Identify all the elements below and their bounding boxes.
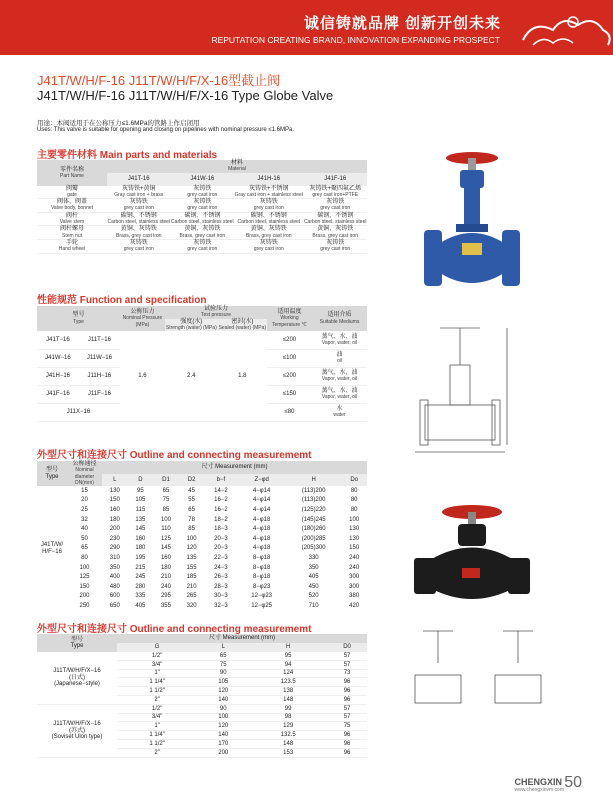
dim-cell: 160 (160, 554, 171, 561)
dim-cell: 124 (249, 669, 327, 678)
column-header: G (154, 644, 160, 651)
dim-cell: 14−2 (214, 487, 228, 494)
dim-cell: 265 (186, 593, 197, 600)
dim-cell: 100 (79, 564, 90, 571)
column-header: L (221, 644, 225, 651)
dim-cell: 215 (135, 564, 146, 571)
medium-cell: 油 oil (312, 349, 367, 367)
model-cell: J11W−16 (79, 349, 120, 367)
dim-cell: 405 (308, 574, 319, 581)
dim-cell: 8−φ18 (252, 574, 271, 581)
dim-cell: 480 (109, 583, 120, 590)
dim-cell: 28−3 (214, 583, 228, 590)
dim-cell: 1/2" (117, 704, 197, 713)
dim-cell: 200 (79, 593, 90, 600)
model-cell: J41W-16 (190, 175, 215, 182)
dim-cell: 94 (249, 660, 327, 669)
dim-cell: 150 (79, 583, 90, 590)
spec-header-np: 公称压力 Nominal Pressure (MPa) (122, 309, 163, 328)
dim-cell: 180 (135, 545, 146, 552)
dim-cell: 98 (249, 713, 327, 722)
dim-cell: 195 (135, 554, 146, 561)
dim-cell: 85 (188, 526, 195, 533)
dim-cell: 100 (197, 713, 249, 722)
spec-header-temp: 适用温度 Working Temperature ℃ (271, 309, 308, 328)
column-header: H (311, 476, 316, 483)
dim-cell: 20 (81, 497, 88, 504)
dim-cell: 138 (249, 687, 327, 696)
dim-cell: 250 (79, 602, 90, 609)
dim-cell: 55 (188, 497, 195, 504)
column-header: L (113, 476, 117, 483)
dim-cell: (200)285 (301, 535, 326, 542)
dim-cell: 3/4" (117, 713, 197, 722)
dim-cell: 405 (135, 602, 146, 609)
dim-cell: 4−φ14 (252, 487, 271, 494)
dim-cell: 4−φ18 (252, 516, 271, 523)
dim-cell: 160 (109, 507, 120, 514)
thread-header-meas: 尺寸 Measurement (mm) (208, 635, 275, 642)
dim-cell: 335 (135, 593, 146, 600)
dim-cell: 96 (327, 731, 367, 740)
spec-header-type: 型号 Type (72, 312, 85, 325)
table-row (37, 212, 367, 226)
dim-cell: 26−3 (214, 574, 228, 581)
dim-cell: 180 (109, 516, 120, 523)
dim-cell: 18−3 (214, 526, 228, 533)
dim-cell: 130 (109, 487, 120, 494)
dim-cell: (125)220 (301, 507, 326, 514)
material-cell: 灰铸铁+聚四氟乙烯 grey cast iron+PTFE (303, 186, 367, 199)
type-group-cell: J11T/W/H/F/X−16 (日式) (Japanese−style) (37, 652, 117, 705)
dim-cell: 1" (117, 722, 197, 731)
dim-cell: 4−φ18 (252, 526, 271, 533)
dim-cell: (145)245 (301, 516, 326, 523)
dim-cell: 125 (160, 535, 171, 542)
dimensions-table (37, 461, 367, 611)
material-cell: 灰铸铁+不锈钢 Gray cast iron + stainless steel (234, 185, 303, 198)
material-cell: 碳钢、不锈钢 Carbon steel, stainless steel (303, 212, 367, 226)
dim-cell: 145 (160, 545, 171, 552)
thread-table (37, 634, 367, 758)
dim-cell: 2" (117, 748, 197, 757)
table-row (37, 226, 367, 240)
dim-cell: 1 1/2" (117, 740, 197, 749)
dim-cell: 153 (249, 748, 327, 757)
dim-cell: 25 (81, 507, 88, 514)
table-row (37, 186, 367, 199)
part-name-cell: 手轮 Hand wheel (37, 239, 107, 253)
dim-cell: 115 (135, 507, 146, 514)
material-cell: 灰铸铁+黄铜 Gray cast iron + brass (107, 186, 171, 199)
dim-cell: 22−3 (214, 554, 228, 561)
table-row (37, 239, 367, 253)
dim-cell: 135 (135, 516, 146, 523)
dim-cell: 1/2" (117, 652, 197, 661)
material-cell: 黄铜、灰铸铁 Brass, grey cast iron (107, 226, 171, 240)
column-header: D2 (187, 476, 196, 483)
material-cell: 碳钢、不锈钢 Carbon steel, stainless steel (171, 212, 234, 226)
dim-cell: (113)200 (301, 497, 326, 504)
temp-cell: ≤200 (267, 331, 312, 349)
dim-cell: 310 (109, 554, 120, 561)
column-header: Z−φd (254, 476, 269, 483)
dim-cell: 57 (327, 652, 367, 661)
dim-cell: 240 (349, 554, 360, 561)
dim-cell: 2" (117, 696, 197, 705)
dim-cell: 8−φ23 (252, 583, 271, 590)
dim-cell: 148 (249, 740, 327, 749)
part-name-cell: 阀杆 Valve stem (37, 212, 107, 226)
dim-cell: 40 (81, 526, 88, 533)
temp-cell: ≤200 (267, 367, 312, 385)
dim-cell: 96 (327, 740, 367, 749)
section-title-spec: 性能规范 Function and specification (37, 295, 207, 306)
dim-cell: 300 (349, 574, 360, 581)
page-number: 50 (564, 774, 582, 791)
table-row (37, 525, 367, 535)
dims-header-meas: 尺寸 Measurement (mm) (201, 464, 268, 471)
black-globe-valve-image (400, 500, 545, 610)
table-row (37, 515, 367, 525)
dim-cell: 75 (162, 497, 170, 504)
material-cell: 灰铸铁 grey cast iron (303, 199, 367, 213)
dim-cell: 85 (162, 507, 170, 514)
medium-cell: 蒸气、水、油 Vapor, water, oil (312, 367, 367, 385)
dim-cell: 99 (249, 704, 327, 713)
dim-cell: 80 (350, 507, 358, 514)
dim-cell: 155 (186, 564, 197, 571)
dim-cell: 230 (109, 535, 120, 542)
dim-cell: 80 (350, 487, 358, 494)
table-row (37, 331, 367, 349)
title-en: J41T/W/H/F-16 J11T/W/H/F/X-16 Type Globe Valve (37, 88, 334, 103)
model-cell: J11T−16 (79, 331, 120, 349)
table-row (37, 601, 367, 611)
dim-cell: 140 (197, 696, 249, 705)
table-row (37, 592, 367, 602)
spec-header-seal: 密封(水) Sealed (water) (MPa) (218, 318, 267, 331)
table-row (37, 704, 367, 713)
dim-cell: 57 (327, 660, 367, 669)
table-row (37, 496, 367, 506)
dim-cell: 130 (349, 535, 360, 542)
table-row (37, 582, 367, 592)
material-cell: 碳钢、不锈钢 Carbon steel, stainless steel (234, 212, 303, 226)
model-cell: J11H−16 (79, 367, 120, 385)
table-row (37, 505, 367, 515)
material-cell: 灰铸铁 grey cast iron (303, 239, 367, 253)
dim-cell: 135 (186, 554, 197, 561)
dim-cell: 450 (308, 583, 319, 590)
spec-header-tp: 试验压力 Test pressure (200, 306, 231, 319)
dim-cell: 150 (109, 497, 120, 504)
spec-header-medium: 适用介质 Suitable Mediums (319, 312, 360, 325)
dim-cell: 100 (160, 516, 171, 523)
dim-cell: 3/4" (117, 660, 197, 669)
parts-header-material: 材料 Material (228, 160, 246, 173)
dim-cell: 240 (160, 583, 171, 590)
dim-cell: 4−φ18 (252, 545, 271, 552)
dim-cell: 90 (197, 704, 249, 713)
temp-cell: ≤100 (267, 349, 312, 367)
cloud-ornament-icon (513, 0, 613, 55)
dim-cell: 110 (161, 526, 171, 533)
dim-cell: 30−3 (214, 593, 228, 600)
dim-cell: 73 (327, 669, 367, 678)
dim-cell: 32−3 (214, 602, 228, 609)
uses-cn: 用途：本阀适用于在公称压力≤1.6MPa的管路上作启闭用 (37, 120, 200, 127)
nominal-pressure-value: 1.6 (120, 331, 165, 421)
dim-cell: 140 (197, 731, 249, 740)
dim-cell: 1 1/4" (117, 678, 197, 687)
dim-cell: 100 (349, 516, 360, 523)
dim-cell: 90 (197, 669, 249, 678)
part-name-cell: 阀体、阀盖 Valve body, bonnet (37, 199, 107, 213)
slogan-cn: 诚信铸就品牌 创新开创未来 (303, 15, 501, 32)
type-cell: J41T/W/ H/F−16 (40, 542, 64, 555)
dim-cell: 18−2 (214, 516, 228, 523)
dim-cell: 12−φ23 (251, 593, 273, 600)
model-cell: J11X−16 (37, 403, 120, 421)
dim-cell: 380 (349, 593, 360, 600)
dim-cell: 96 (327, 678, 367, 687)
dim-cell: 185 (186, 574, 197, 581)
dim-cell: 75 (327, 722, 367, 731)
dim-cell: 1 1/2" (117, 687, 197, 696)
material-cell: 黄铜、灰铸铁 Brass, grey cast iron (234, 226, 303, 240)
table-row (37, 573, 367, 583)
dim-cell: 200 (197, 748, 249, 757)
dim-cell: 1 1/4" (117, 731, 197, 740)
dim-cell: 95 (137, 487, 144, 494)
table-row (37, 563, 367, 573)
medium-cell: 水 water (312, 403, 367, 421)
material-cell: 灰铸铁 grey cast iron (171, 199, 235, 213)
part-name-cell: 阀瓣 gate (37, 186, 107, 199)
brand-name: CHENGXIN (514, 777, 563, 787)
table-row (37, 199, 367, 213)
dim-cell: 12−φ25 (251, 602, 273, 609)
table-row (37, 553, 367, 563)
column-header: D (138, 476, 143, 483)
dim-cell: 400 (109, 574, 120, 581)
dim-cell: 320 (186, 602, 197, 609)
dim-cell: 15 (81, 487, 88, 494)
dim-cell: 129 (249, 722, 327, 731)
dim-cell: 125 (79, 574, 90, 581)
section-title-outline: 外型尺寸和连接尺寸 Outline and connecting measurememt (37, 450, 312, 461)
dim-cell: 600 (109, 593, 120, 600)
dim-cell: 96 (327, 748, 367, 757)
header-banner (0, 0, 613, 55)
dim-cell: 150 (349, 545, 360, 552)
column-header: D0 (343, 644, 351, 651)
title-cn: J41T/W/H/F-16 J11T/W/H/F/X-16型截止阀 (37, 73, 281, 88)
material-cell: 黄铜、灰铸铁 Brass, grey cast iron (303, 226, 367, 240)
dim-cell: 80 (350, 497, 358, 504)
model-cell: J41F-16 (324, 175, 347, 182)
type-group-cell: J11T/W/H/F/X−16 (苏式) (Soviset Ulon type) (37, 704, 117, 757)
dim-cell: 145 (135, 526, 146, 533)
dim-cell: (113)200 (301, 487, 326, 494)
column-header: b−f (216, 476, 226, 483)
dim-cell: 520 (308, 593, 319, 600)
dim-cell: 1" (117, 669, 197, 678)
dim-cell: 120 (197, 722, 249, 731)
temp-cell: ≤150 (267, 385, 312, 403)
dim-cell: 95 (249, 652, 327, 661)
dim-cell: 57 (327, 713, 367, 722)
table-row (37, 486, 367, 496)
dim-cell: 330 (308, 554, 319, 561)
section-title-materials: 主要零件材料 Main parts and materials (37, 150, 218, 161)
dim-cell: 4−φ14 (252, 507, 271, 514)
dim-cell: 420 (349, 602, 360, 609)
dim-cell: 45 (188, 487, 195, 494)
dim-cell: 280 (135, 583, 146, 590)
dim-cell: 24−3 (214, 564, 228, 571)
dim-cell: 20−3 (214, 535, 228, 542)
table-row (37, 652, 367, 661)
model-cell: J41T-16 (127, 175, 150, 182)
dim-cell: 650 (109, 602, 120, 609)
dim-cell: (205)300 (301, 545, 326, 552)
dim-cell: 16−2 (214, 507, 228, 514)
dim-cell: 180 (160, 564, 171, 571)
dim-cell: (180)260 (301, 526, 326, 533)
dim-cell: 295 (160, 593, 171, 600)
dim-cell: 16−2 (214, 497, 228, 504)
material-cell: 灰铸铁 grey cast iron (171, 239, 235, 253)
screwed-valve-drawing-image (405, 625, 555, 720)
slogan-en: REPUTATION CREATING BRAND, INNOVATION EXPANDING PROSPECT (211, 35, 500, 45)
flanged-valve-drawing-image (395, 320, 530, 460)
dim-cell: 210 (186, 583, 197, 590)
strength-value: 2.4 (165, 331, 218, 421)
material-cell: 灰铸铁 grey cast iron (107, 199, 171, 213)
column-header: H (285, 644, 291, 651)
dim-cell: 350 (308, 564, 319, 571)
material-cell: 黄铜、灰铸铁 Brass, grey cast iron (171, 226, 235, 240)
uses-en: Uses: This valve is suitable for opening and closing on pipelines with nominal pressure ≤1.6MPa. (37, 127, 294, 133)
model-cell: J11F−16 (79, 385, 120, 403)
materials-table (37, 160, 367, 254)
part-name-cell: 阀杆螺母 Stem nut (37, 226, 107, 240)
dim-cell: 20−3 (214, 545, 228, 552)
dim-cell: 96 (327, 696, 367, 705)
model-cell: J41H-16 (257, 175, 281, 182)
dim-cell: 65 (197, 652, 249, 661)
dim-cell: 240 (349, 564, 360, 571)
material-cell: 灰铸铁 grey cast iron (107, 239, 171, 253)
dim-cell: 50 (81, 535, 88, 542)
dim-cell: 355 (160, 602, 171, 609)
dim-cell: 710 (308, 602, 319, 609)
dim-cell: 75 (197, 660, 249, 669)
material-cell: 灰铸铁 grey cast iron (234, 199, 303, 213)
dim-cell: 200 (109, 526, 120, 533)
dim-cell: 8−φ18 (252, 564, 271, 571)
dim-cell: 78 (188, 516, 195, 523)
spec-table (37, 306, 367, 422)
dim-cell: 65 (81, 545, 88, 552)
dims-header-type: 型号 Type (45, 467, 59, 480)
dim-cell: 350 (109, 564, 120, 571)
model-cell: J41H−16 (37, 367, 79, 385)
section-title-outline-2: 外型尺寸和连接尺寸 Outline and connecting measurememt (37, 624, 312, 635)
dim-cell: 80 (81, 554, 88, 561)
table-row (37, 544, 367, 554)
dim-cell: 4−φ18 (252, 535, 271, 542)
column-header: Do (350, 476, 358, 483)
dim-cell: 65 (188, 507, 195, 514)
dim-cell: 120 (197, 687, 249, 696)
dim-cell: 8−φ18 (252, 554, 271, 561)
dim-cell: 290 (109, 545, 120, 552)
material-cell: 碳钢、不锈钢 Carbon steel, stainless steel (107, 212, 171, 226)
parts-header-name: 零件名称 Part Name (59, 166, 84, 179)
dim-cell: 170 (197, 740, 249, 749)
dims-header-dn: 公称通径 Nominal diameter DN(mm) (72, 461, 97, 486)
blue-globe-valve-image (410, 148, 535, 313)
model-cell: J41W−16 (37, 349, 79, 367)
dim-cell: 105 (135, 497, 146, 504)
table-row (37, 534, 367, 544)
temp-cell: ≤80 (267, 403, 312, 421)
model-cell: J41T−16 (37, 331, 79, 349)
dim-cell: 65 (162, 487, 170, 494)
medium-cell: 蒸气、水、油 Vapor, water, oil (312, 331, 367, 349)
dim-cell: 130 (349, 526, 360, 533)
dim-cell: 123.5 (249, 678, 327, 687)
dim-cell: 4−φ14 (252, 497, 271, 504)
dim-cell: 105 (197, 678, 249, 687)
dim-cell: 96 (327, 687, 367, 696)
brand-url: www.chengxinvm.com (514, 787, 564, 793)
dim-cell: 148 (249, 696, 327, 705)
dim-cell: 32 (81, 516, 88, 523)
thread-header-type: 型号 Type (70, 636, 84, 649)
dim-cell: 245 (135, 574, 146, 581)
dim-cell: 160 (135, 535, 146, 542)
spec-header-strength: 强度(水) Strength (water) (MPa) (165, 318, 217, 331)
model-cell: J41F−16 (37, 385, 79, 403)
dim-cell: 300 (349, 583, 360, 590)
medium-cell: 蒸气、水、油 Vapor, water, oil (312, 385, 367, 403)
footer-brand (515, 777, 564, 793)
dim-cell: 100 (186, 535, 197, 542)
material-cell: 灰铸铁 grey cast iron (171, 186, 235, 199)
dim-cell: 210 (160, 574, 171, 581)
dim-cell: 57 (327, 704, 367, 713)
dim-cell: 120 (186, 545, 197, 552)
dim-cell: 132.5 (249, 731, 327, 740)
seal-value: 1.8 (218, 331, 267, 421)
column-header: D1 (162, 476, 170, 483)
material-cell: 灰铸铁 grey cast iron (234, 239, 303, 253)
